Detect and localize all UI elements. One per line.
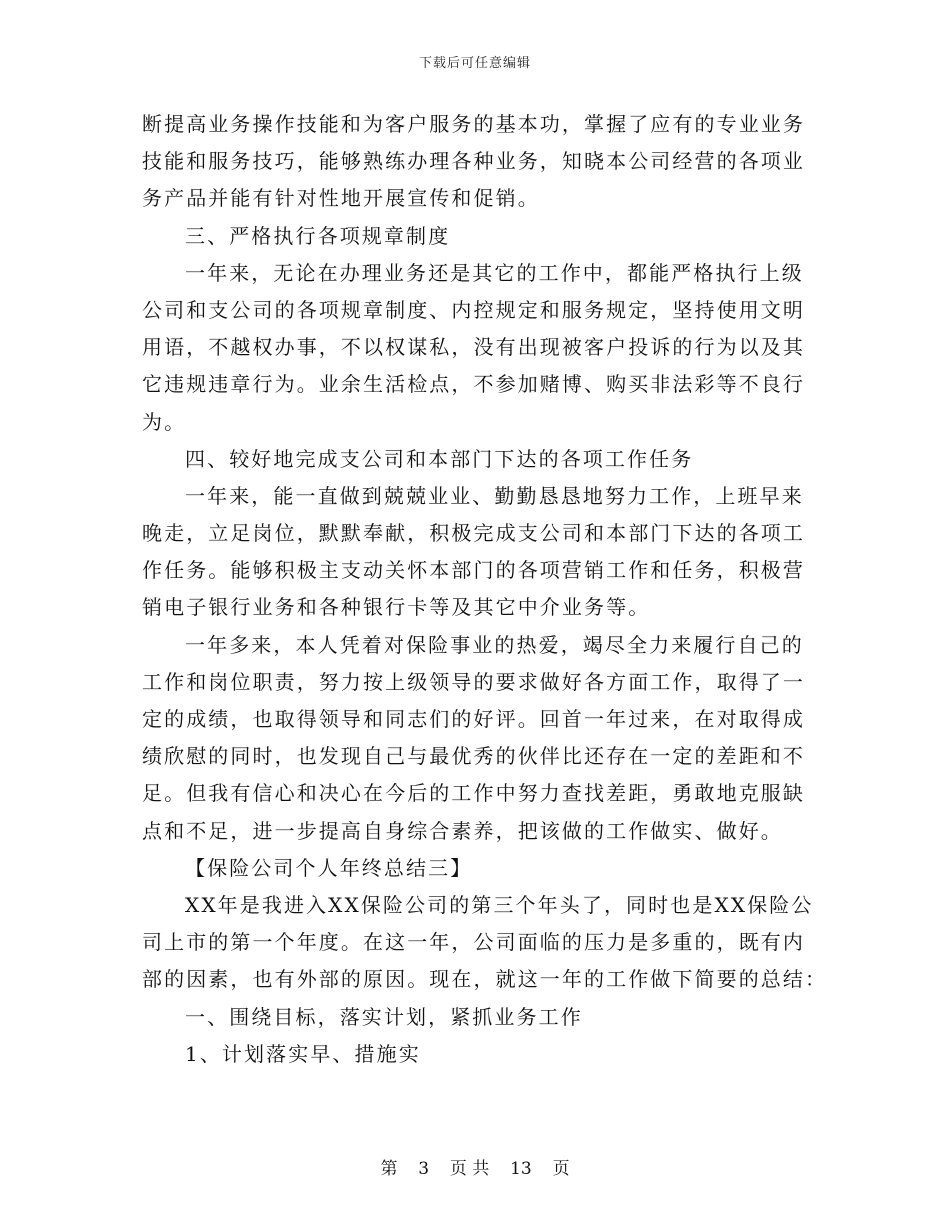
- body-line: 司上市的第一个年度。在这一年，公司面临的压力是多重的，既有内: [142, 930, 805, 955]
- body-line: 一年多来，本人凭着对保险事业的热爱，竭尽全力来履行自己的: [185, 632, 804, 657]
- body-line: XX年是我进入XX保险公司的第三个年头了，同时也是XX保险公: [185, 892, 814, 917]
- body-line: 用语，不越权办事，不以权谋私，没有出现被客户投诉的行为以及其: [142, 335, 805, 360]
- body-line: 绩欣慰的同时，也发现自己与最优秀的伙伴比还存在一定的差距和不: [142, 744, 805, 769]
- body-line: 定的成绩，也取得领导和同志们的好评。回首一年过来，在对取得成: [142, 707, 805, 731]
- body-line: 一、围绕目标，落实计划，紧抓业务工作: [185, 1004, 583, 1029]
- body-line: 断提高业务操作技能和为客户服务的基本功，掌握了应有的专业业务: [142, 112, 805, 136]
- page-header: 下载后可任意编辑: [418, 56, 531, 71]
- body-line: 为。: [142, 409, 187, 434]
- footer-prefix: 第: [380, 1159, 398, 1179]
- body-line: 务产品并能有针对性地开展宣传和促销。: [142, 186, 540, 211]
- page-footer: [0, 1154, 950, 1179]
- footer-total-pages: 13: [510, 1159, 532, 1179]
- body-line: 技能和服务技巧，能够熟练办理各种业务，知晓本公司经营的各项业: [142, 149, 805, 174]
- body-line: 三、严格执行各项规章制度: [185, 223, 451, 248]
- body-line: 【保险公司个人年终总结三】: [185, 855, 473, 880]
- body-line: 1、计划落实早、措施实: [185, 1041, 421, 1066]
- footer-middle: 页 共: [449, 1159, 490, 1179]
- body-line: 足。但我有信心和决心在今后的工作中努力查找差距，勇敢地克服缺: [142, 781, 805, 806]
- body-line: 作任务。能够积极主支动关怀本部门的各项营销工作和任务，积极营: [142, 558, 805, 583]
- body-line: 一年来，能一直做到兢兢业业、勤勤恳恳地努力工作，上班早来: [185, 483, 804, 508]
- footer-page-number: 3: [418, 1159, 430, 1179]
- footer-suffix: 页: [552, 1159, 570, 1179]
- body-line: 工作和岗位职责，努力按上级领导的要求做好各方面工作，取得了一: [142, 669, 805, 694]
- body-line: 销电子银行业务和各种银行卡等及其它中介业务等。: [142, 595, 651, 620]
- body-line: 部的因素，也有外部的原因。现在，就这一年的工作做下简要的总结：: [142, 967, 828, 992]
- body-line: 它违规违章行为。业余生活检点，不参加赌博、购买非法彩等不良行: [142, 372, 805, 397]
- body-line: 一年来，无论在办理业务还是其它的工作中，都能严格执行上级: [185, 260, 804, 285]
- body-line: 公司和支公司的各项规章制度、内控规定和服务规定，坚持使用文明: [142, 297, 805, 322]
- body-line: 点和不足，进一步提高自身综合素养，把该做的工作做实、做好。: [142, 818, 783, 843]
- body-line: 晚走，立足岗位，默默奉献，积极完成支公司和本部门下达的各项工: [142, 521, 805, 546]
- document-body: [142, 106, 828, 1073]
- body-line: 四、较好地完成支公司和本部门下达的各项工作任务: [185, 446, 694, 471]
